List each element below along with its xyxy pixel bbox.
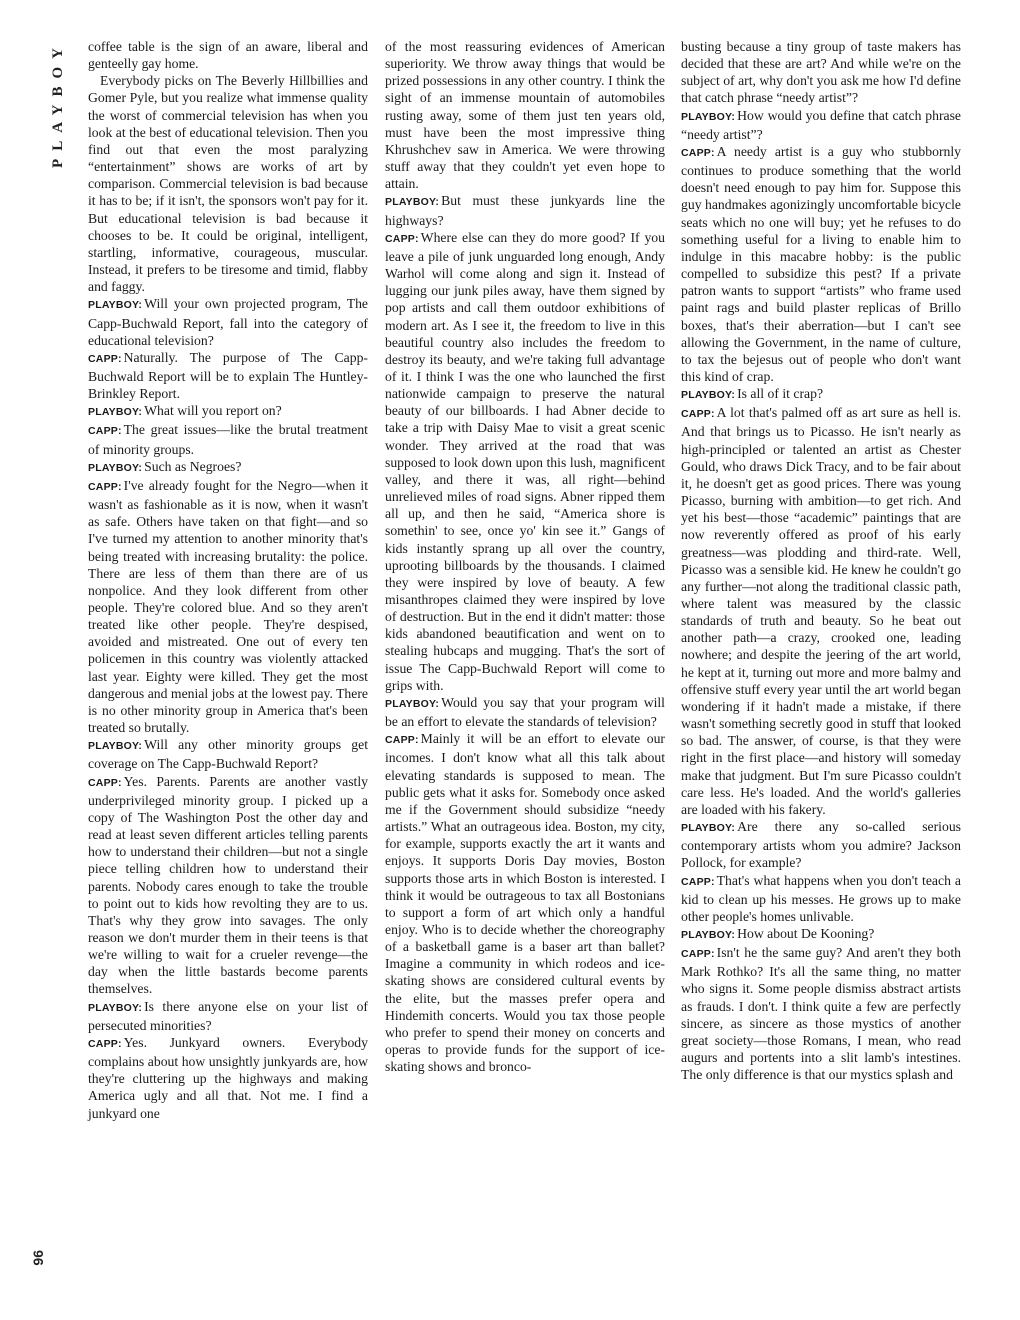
speaker-label: PLAYBOY: [88,740,143,753]
paragraph [681,404,961,818]
paragraph [681,143,961,385]
paragraph [385,229,665,694]
paragraph-text: Are there any so-called serious contemporary artists whom you admire? Jackson Pollock, for example? [681,819,961,871]
text-column-2 [385,38,665,1075]
paragraph-text: Is all of it crap? [737,386,824,402]
paragraph-text: Everybody picks on The Beverly Hillbillies and Gomer Pyle, but you realize what immense quality the worst of commercial television has when you look at the best of educational television. Then you find out that even the most paralyzing “entertainment” shows are works of art by comparison. Commercial television is bad because it has to be; if it isn't, the sponsors won't pay for it. But educational television is bad because it chooses to be. It could be original, intelligent, startling, informative, courageous, muscular. Instead, it prefers to be tiresome and timid, flabby and faggy. [88,73,368,295]
paragraph-text: But must these junkyards line the highways? [385,193,665,228]
paragraph-text: Yes. Junkyard owners. Everybody complains about how unsightly junkyards are, how they're cluttering up the highways and making America ugly and all that. Not me. I find a junkyard one [88,1034,368,1121]
paragraph [681,944,961,1083]
paragraph [681,385,961,404]
speaker-label: CAPP: [681,875,715,888]
paragraph-text: Yes. Parents. Parents are another vastly underprivileged minority group. I picked up a copy of The Washington Post the other day and read at least seven different articles telling parents how to understand their children—but not a single piece telling children how to understand their parents. Nobody cares enough to take the trouble to point out to kids how revolting they are to us. That's why they grow into savages. The only reason we don't murder them in their teens is that we're willing to wait for a crueler revenge—the day when the little bastards become parents themselves. [88,773,368,997]
paragraph-text: Would you say that your program will be an effort to elevate the standards of television? [385,694,665,730]
paragraph-text: Naturally. The purpose of The Capp-Buchwald Report will be to explain The Huntley-Brinkley Report. [88,349,368,402]
paragraph-text: How about De Kooning? [737,925,875,941]
paragraph [681,925,961,944]
paragraph [681,818,961,871]
paragraph [88,736,368,772]
paragraph-text: Mainly it will be an effort to elevate our incomes. I don't know what all this talk about elevating standards is supposed to mean. The public gets what it asks for. Somebody once asked me if the Government should subsidize “needy artists.” What an outrageous idea. Boston, my city, for example, supports exactly the art it wants and enjoys. It supports Doris Day movies, Boston supports those arts in which Boston is interested. I think it would be outrageous to tax all Bostonians to support a form of art which only a handful enjoy. Who is to decide whether the choreography of a basketball game is a baser art than ballet? Imagine a community in which rodeos and ice-skating shows are considered cultural events by the elite, but the masses prefer opera and Hindemith concerts. Would you tax those people who prefer to spend their money on concerts and operas to provide funds for the support of ice-skating shows and bronco- [385,731,665,1075]
paragraph-text: of the most reassuring evidences of American superiority. We throw away things that would be prized possessions in any other country. I think the sight of an immense mountain of automobiles rusting away, some of them just ten years old, must have been the most impressive thing Khrushchev saw in America. We were throwing stuff away that they couldn't yet even hope to attain. [385,39,665,192]
speaker-label: PLAYBOY: [88,406,143,419]
paragraph [385,694,665,730]
speaker-label: CAPP: [681,948,715,961]
speaker-label: CAPP: [681,408,715,421]
speaker-label: PLAYBOY: [385,196,440,209]
speaker-label: PLAYBOY: [88,1001,143,1014]
magazine-title: PLAYBOY [50,40,66,168]
speaker-label: PLAYBOY: [88,299,143,312]
paragraph [681,107,961,143]
paragraph-text: Where else can they do more good? If you leave a pile of junk unguarded long enough, Andy Warhol will come along and sign it. Instead of lugging our junk piles away, have them signed by pop artists and call them outdoor exhibitions of modern art. As I see it, the freedom to live in this beautiful country also includes the freedom to destroy its beauty, and we're taking full advantage of it. I think I was the one who launched the first nationwide campaign to preserve the natural beauty of our billboards. I had Abner decide to take a trip with Daisy Mae to visit a great scenic wonder. They arrived at the road that was supposed to look down upon this lush, magnificent valley, and there it was, all right—behind unrelieved miles of road signs. Abner ripped them all up, and then he said, “America shore is somethin' to see, once yo' kin see it.” Gangs of kids instantly sprang up all over the country, uprooting billboards by the thousands. I claimed they were inspired by love of beauty. A few misanthropes claimed they were inspired by love of destruction. But in the end it didn't matter: those kids abandoned beautification and went on to stealing hubcaps and mugging. That's the sort of issue The Capp-Buchwald Report will come to grips with. [385,229,665,693]
paragraph-text: Is there anyone else on your list of persecuted minorities? [88,998,368,1033]
paragraph-text: Will your own projected program, The Capp-Buchwald Report, fall into the category of educational television? [88,296,368,348]
paragraph [88,295,368,348]
speaker-label: PLAYBOY: [681,389,736,402]
speaker-label: CAPP: [88,352,122,365]
paragraph-text: I've already fought for the Negro—when it wasn't as fashionable as it is now, when it wasn't as safe. Others have taken on that fight—and so I've turned my attention to another minority that's being treated with increasing brutality: the police. There are less of them than there are of us nonpolice. And they look different from other people. They're colored blue. And so they aren't treated like other people. They're despised, avoided and mistreated. One out of every ten policemen in this country was violently attacked last year. Eighty were killed. They get the most dangerous and menial jobs at the lowest pay. There is no other minority group in America that's been treated so brutally. [88,477,368,736]
paragraph [88,1034,368,1122]
paragraph [88,349,368,402]
speaker-label: CAPP: [88,1037,122,1050]
paragraph [88,38,368,72]
paragraph [88,402,368,421]
paragraph-text: busting because a tiny group of taste makers has decided that these are art? And while we're on the subject of art, why don't you ask me how I'd define that catch phrase “needy artist”? [681,39,961,106]
paragraph-text: coffee table is the sign of an aware, liberal and genteelly gay home. [88,39,368,72]
speaker-label: PLAYBOY: [88,461,143,474]
speaker-label: PLAYBOY: [681,822,736,835]
paragraph [88,72,368,295]
paragraph-text: That's what happens when you don't teach a kid to clean up his messes. He grows up to make other people's homes unlivable. [681,872,961,924]
paragraph-text: How would you define that catch phrase “needy artist”? [681,107,961,142]
paragraph [385,38,665,192]
speaker-label: PLAYBOY: [681,110,736,123]
speaker-label: CAPP: [385,232,419,245]
paragraph [385,730,665,1075]
paragraph [385,192,665,228]
paragraph-text: Such as Negroes? [144,458,242,474]
speaker-label: CAPP: [385,734,419,747]
paragraph [681,38,961,107]
paragraph [88,421,368,457]
speaker-label: CAPP: [681,146,715,159]
speaker-label: CAPP: [88,425,122,438]
text-column-3 [681,38,961,1083]
paragraph-text: The great issues—like the brutal treatment of minority groups. [88,422,368,457]
page-number: 96 [30,1250,46,1266]
paragraph-text: A lot that's palmed off as art sure as hell is. And that brings us to Picasso. He isn't nearly as high-principled or talented an artist as Chester Gould, who draws Dick Tracy, and to be fair about it, he doesn't get as good prices. There was young Picasso, burning with ambition—to get rich. And yet his best—those “academic” paintings that are now reverently offered as proof of his early greatness—was plodding and third-rate. Well, Picasso was a sensible kid. He knew he couldn't go any further—not along the traditional classic path, where talent was measured by the classic standards of truth and beauty. So he beat out another path—a crazy, crooked one, leading nowhere; and despite the jeering of the art world, he kept at it, turning out more and more balmy and offensive stuff every year until the art world began wondering if it hadn't made a mistake, if there wasn't something secretly good in stuff that looked so bad. The answer, of course, is that they were right in the first place—and history will someday make that judgment. But I'm sure Picasso couldn't care less. He's loaded. And the world's galleries are loaded with his fakery. [681,405,961,817]
paragraph-text: What will you report on? [144,403,282,419]
paragraph-text: Will any other minority groups get coverage on The Capp-Buchwald Report? [88,737,368,772]
paragraph-text: A needy artist is a guy who stubbornly continues to produce something that the world doesn't need enough to pay him for. Suppose this guy handmakes agonizingly uncomfortable bicycle seats which no one will buy; yet he refuses to do something useful for a living to enable him to indulge in this macabre hobby: is the public compelled to subsidize this pest? If a private patron wants to support “artists” who frame used paint rags and build plaster replicas of Brillo boxes, that's their aberration—but I can't see allowing the Government, in the name of culture, to tax the bejesus out of people who don't want this kind of crap. [681,143,961,384]
speaker-label: CAPP: [88,776,122,789]
speaker-label: PLAYBOY: [681,928,736,941]
paragraph [88,998,368,1034]
paragraph-text: Isn't he the same guy? And aren't they both Mark Rothko? It's all the same thing, no matter who signs it. Some people dismiss abstract artists as frauds. I don't. I think quite a few are perfectly sincere, as sincere as those mystics of another great society—those Romans, I mean, who read augurs and portents into a slit lamb's intestines. The only difference is that our mystics splash and [681,945,961,1083]
speaker-label: PLAYBOY: [385,697,440,710]
paragraph [681,872,961,925]
paragraph [88,773,368,998]
speaker-label: CAPP: [88,480,122,493]
text-column-1 [88,38,368,1122]
paragraph [88,458,368,477]
paragraph [88,477,368,736]
